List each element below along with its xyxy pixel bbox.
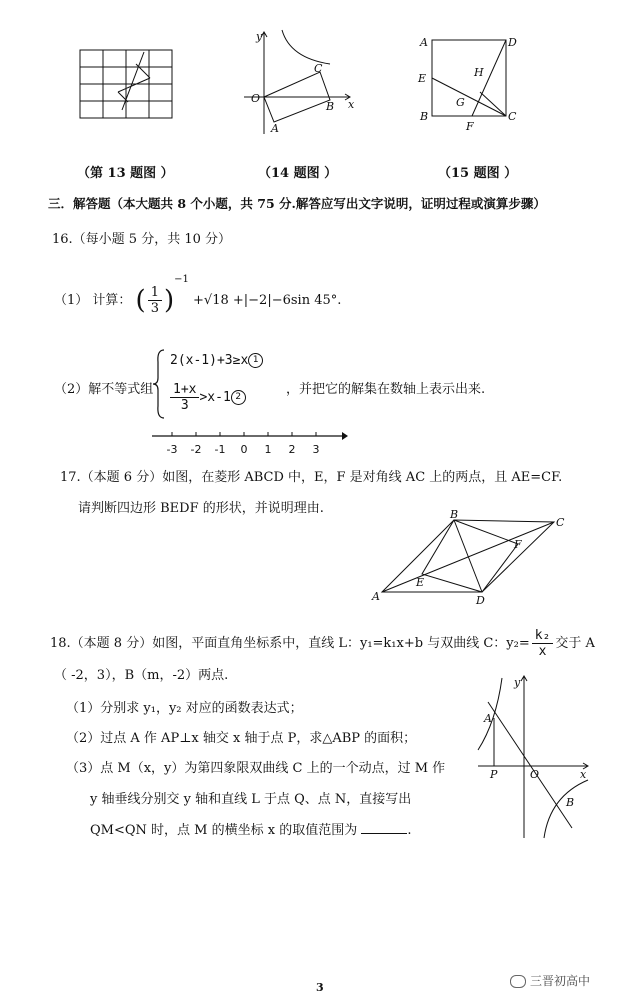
q18-part3-line1: （3）点 M（x，y）为第四象限双曲线 C 上的一个动点，过 M 作 <box>66 761 446 776</box>
point-c-label: C <box>556 516 565 529</box>
point-e-label: E <box>418 72 427 85</box>
q16-part1-label: （1） 计算： <box>54 293 132 308</box>
axis-y-label: y <box>514 676 521 689</box>
q16-header: 16.（每小题 5 分，共 10 分） <box>52 232 232 247</box>
q17-line2: 请判断四边形 BEDF 的形状，并说明理由. <box>78 501 324 516</box>
q18-part3-line3 <box>90 819 411 838</box>
point-d-label: D <box>508 36 517 49</box>
point-b-label: B <box>326 100 335 113</box>
inequality-2-mark: 2 <box>231 390 246 405</box>
q18-part3-line3-text: QM<QN 时，点 M 的横坐标 x 的取值范围为 <box>90 823 358 838</box>
point-f-label: F <box>514 538 522 551</box>
point-b-label: B <box>420 110 429 123</box>
q16-part2-label: （2）解不等式组 <box>54 382 154 397</box>
inequality-2-text: >x-1 <box>199 390 231 405</box>
q16-part1-rest: +√18 +|−2|−6sin 45°. <box>193 293 342 308</box>
point-a-label: A <box>420 36 428 49</box>
point-g-label: G <box>456 96 465 109</box>
point-c-label: C <box>314 62 323 75</box>
inequality-1-text: 2(x-1)+3≥x <box>170 353 249 368</box>
coordinate-diagram <box>236 28 360 140</box>
figure-17 <box>366 508 576 608</box>
q18-part3-end: . <box>407 823 412 838</box>
axis-x-label: x <box>348 98 355 111</box>
system-brace <box>152 348 166 420</box>
point-c-label: C <box>508 110 517 123</box>
figure-15-caption: （15 题图 ） <box>438 166 518 181</box>
rhombus-diagram <box>366 508 576 608</box>
number-line <box>148 426 348 460</box>
exponent: −1 <box>174 274 189 285</box>
origin-label: O <box>251 92 261 105</box>
tick-label: 3 <box>312 443 320 456</box>
tick-label: -1 <box>214 443 226 456</box>
figure-14-caption: （14 题图 ） <box>258 166 338 181</box>
point-b-label: B <box>566 796 575 809</box>
figure-13 <box>78 48 174 120</box>
figure-13-caption: （第 13 题图 ） <box>77 166 174 181</box>
watermark-text: 三晋初高中 <box>530 974 591 988</box>
figure-15 <box>414 30 524 136</box>
number-line-svg <box>148 426 348 460</box>
fraction-numerator: 1+x <box>170 382 199 398</box>
q16-part1 <box>54 274 341 316</box>
point-a-label: A <box>372 590 380 603</box>
q18-line1-post: 交于 A <box>555 636 595 651</box>
wechat-icon <box>510 975 526 988</box>
fraction-numerator: k₂ <box>532 628 554 644</box>
point-p-label: P <box>490 768 498 781</box>
point-a-label: A <box>271 122 279 135</box>
q18-line2: （ -2，3），B（m，-2）两点. <box>54 668 229 683</box>
grid-diagram <box>78 48 174 120</box>
paren-open: ( <box>135 285 146 316</box>
axis-y-label: y <box>256 30 263 43</box>
tick-label: 2 <box>288 443 296 456</box>
point-a-label: A <box>484 712 492 725</box>
q17-line1: 17.（本题 6 分）如图，在菱形 ABCD 中，E，F 是对角线 AC 上的两点，且 AE=CF. <box>60 470 563 485</box>
point-h-label: H <box>474 66 484 79</box>
q18-part3-line2: y 轴垂线分别交 y 轴和直线 L 于点 Q、点 N，直接写出 <box>90 792 412 807</box>
point-b-label: B <box>450 508 459 521</box>
square-diagram <box>414 30 524 136</box>
hyperbola-diagram <box>474 672 594 844</box>
fraction-numerator: 1 <box>148 285 162 301</box>
origin-label: O <box>530 768 540 781</box>
tick-label: -2 <box>190 443 202 456</box>
point-e-label: E <box>416 576 425 589</box>
paren-close: ) <box>163 285 175 316</box>
inequality-1 <box>170 353 263 368</box>
axis-x-label: x <box>580 768 587 781</box>
q16-fraction <box>148 285 162 316</box>
page-number: 3 <box>316 981 324 994</box>
figure-14 <box>236 28 360 140</box>
section-3-title: 三．解答题（本大题共 8 个小题，共 75 分.解答应写出文字说明，证明过程或演算步骤） <box>48 196 546 211</box>
tick-label: 1 <box>264 443 272 456</box>
inequality-2-fraction <box>170 382 199 413</box>
watermark <box>510 972 590 989</box>
point-f-label: F <box>466 120 474 133</box>
point-d-label: D <box>476 594 485 607</box>
inequality-2 <box>170 382 246 413</box>
fraction-denominator: x <box>538 644 547 659</box>
q18-part1: （1）分别求 y₁，y₂ 对应的函数表达式； <box>66 701 303 716</box>
fraction-denominator: 3 <box>180 398 189 413</box>
q18-part2: （2）过点 A 作 AP⊥x 轴交 x 轴于点 P，求△ABP 的面积； <box>66 731 417 746</box>
figure-18 <box>474 672 594 844</box>
tick-label: -3 <box>166 443 178 456</box>
q18-fraction <box>532 628 554 659</box>
inequality-1-mark: 1 <box>248 353 263 368</box>
fraction-denominator: 3 <box>150 301 159 316</box>
q16-part2-tail: ，并把它的解集在数轴上表示出来. <box>286 382 486 397</box>
q18-line1-pre: 18.（本题 8 分）如图，平面直角坐标系中，直线 L：y₁=k₁x+b 与双曲线 C：y₂= <box>50 636 530 651</box>
q18-line1 <box>50 628 595 659</box>
answer-blank[interactable] <box>361 821 407 834</box>
tick-label: 0 <box>240 443 248 456</box>
